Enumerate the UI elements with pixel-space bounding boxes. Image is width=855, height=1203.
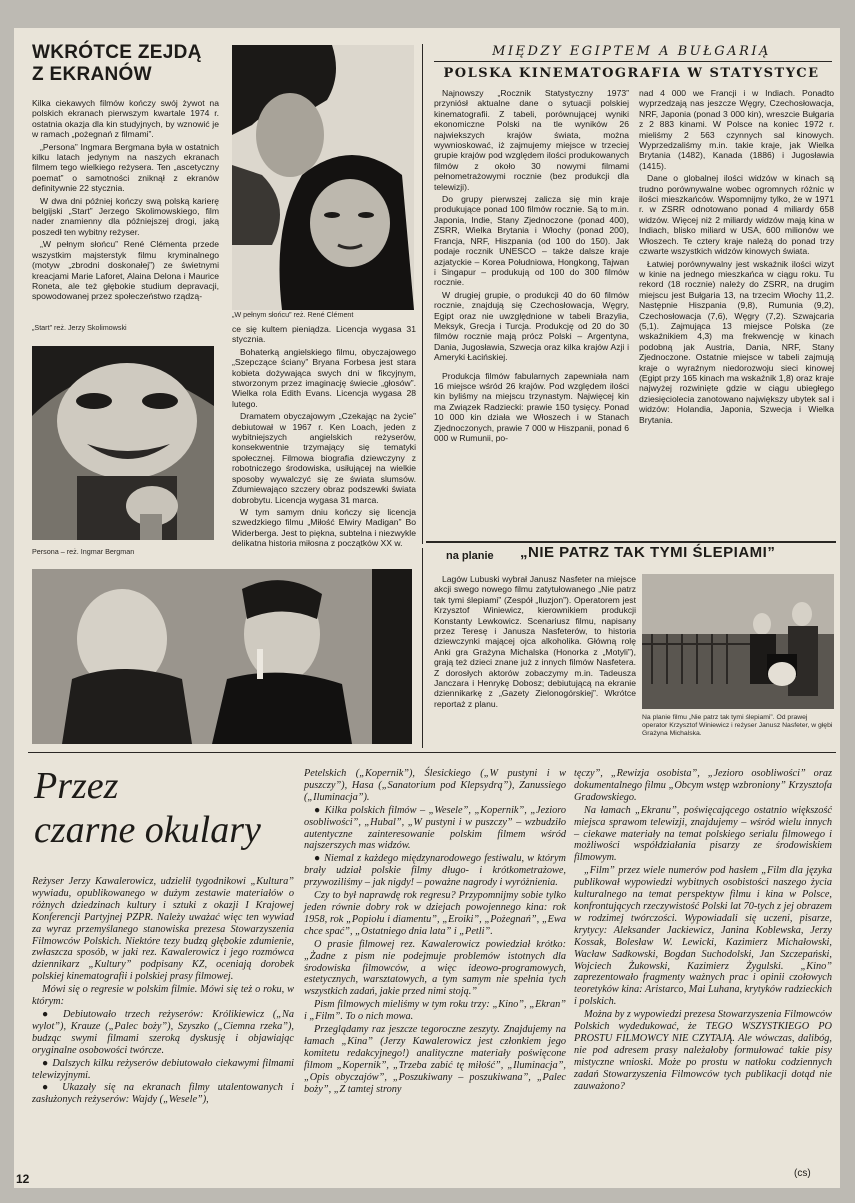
section-rule (426, 541, 836, 543)
column-rule (422, 548, 423, 748)
article4-para: Mówi się o regresie w polskim filmie. Mówi się też o roku, w którym: (32, 984, 294, 1008)
article2-para: nad 4 000 we Francji i w Indiach. Ponadto wyprzedzają nas jeszcze Węgry, Czechosłowacja, NRF, Japonia (ponad 3 000 kin), wreszcie Bułgaria z 2 883 kinami. W Polsce na koniec 1972 r. mieliśmy 2 563 czynnych sal kinowych. Wyprzedzaliśmy m.in. takie kraje, jak Wielka Brytania (1482), Kanada (1886) i Jugosławia (1415). (639, 88, 834, 171)
article1-text-col2 (232, 324, 416, 549)
couple-portrait-image (232, 45, 414, 310)
photo-film-set (642, 574, 834, 709)
caption-start: „Start” reż. Jerzy Skolimowski (32, 323, 127, 332)
article1-title: WKRÓTCE ZEJDĄ Z EKRANÓW (32, 42, 202, 85)
article4-para: „Film” przez wiele numerów pod hasłem „Film dla języka publikował wypowiedzi wybitnych osobistości naszego życia kulturalnego na temat perspektyw filmu i kina w Polsce, konfrontujących rzeczywistość Polski lat 70-tych z jej obrazem w rodzimej twórczości. Wypowiadali się uczeni, pisarze, krytycy: Aleksander Jackiewicz, Janina Koblewska, Jerzy Kossak, Bolesław W. Lewicki, Kazimierz Michałowski, Wacław Sadkowski, Bogdan Suchodolski, Jan Szczepański, Wojciech Żukowski, Kazimierz Żygulski. „Kino” zaprezentowało fragmenty ważnych prac i opinii czołowych teoretyków kina: Aristarco, Mai Luhana, krytyków radzieckich i polskich. (574, 865, 832, 1008)
article4-para: Reżyser Jerzy Kawalerowicz, udzielił tygodnikowi „Kultura” wywiadu, opublikowanego w dużym zestawie materiałów o różnych dziedzinach kultury i sztuki z okazji I Krajowej Konferencji Partyjnej PZPR. Należy uważać więc ten wywiad za wyraz przemyślanego stanowiska prezesa Stowarzyszenia Filmowców Polskich. Niektóre tezy budzą głębokie zdumienie, zwłaszcza sposób, w jaki rez. Kawalerowicz i jego rozmówca dziennikarz „Kultury” podpisany KZ, oceniają dorobek polskiej kinematografii i polskiej prasy filmowej. (32, 876, 294, 983)
article4-para: ● Kilka polskich filmów – „Wesele”, „Kopernik”, „Jezioro osobliwości”, „Hubal”, „W pustyni i w puszczy” – wzbudziło autentyczne zainteresowanie polskim filmem wśród najszerszych mas widzów. (304, 804, 566, 852)
magazine-page (14, 28, 840, 1188)
article4-para: Pism filmowych mieliśmy w tym roku trzy: „Kino”, „Ekran” i „Film”. To o nich mowa. (304, 999, 566, 1023)
article1-para: ce się kultem pieniądza. Licencja wygasa 31 stycznia. (232, 324, 416, 345)
article4-title-line2: czarne okulary (34, 809, 261, 851)
caption-sun: „W pełnym słońcu” reż. René Clément (232, 310, 354, 319)
article4-para: Można by z wypowiedzi prezesa Stowarzyszenia Filmowców Polskich wydedukować, że TEGO WSZYSTKIEGO PO PROSTU FILMOWCY NIE CZYTAJĄ. Ale wówczas, dalibóg, nie pod adresem prasy należałoby formułować takie pisy mistyczne wnioski. Może po prostu w natłoku codziennych zadań Stowarzyszenia Filmowców tych publikacji dotąd nie zauważono? (574, 1009, 832, 1092)
article2-para: Najnowszy „Rocznik Statystyczny 1973” przyniósł aktualne dane o sytuacji polskiej kinematografii. Z tabeli, porównującej wyniki ekonomiczne Polski na tle wyników 26 najwiekszych krajów świata, można wywnioskować, iż zajmujemy miejsce w trzeciej grupie krajów pod względem ilości produkowanych filmów z około 30 nowymi filmami pełnometrażowymi rocznie (bez produkcji dla telewizji). (434, 88, 629, 192)
article2-text-col1 (434, 88, 629, 534)
page-number: 12 (16, 1172, 30, 1186)
article1-text-col1 (32, 98, 219, 322)
photo-persona-film (32, 569, 412, 744)
article4-para: Czy to był naprawdę rok regresu? Przypomnijmy sobie tylko jeden równie dobry rok w dziejach powojennego kina: rok 1958, rok „Popiołu i diamentu”, „Eroiki”, „Pożegnań”, „Ewa chce spać”, „Ostatniego dnia lata” i „Petli”. (304, 890, 566, 937)
article1-para: W tym samym dniu kończy się licencja szwedzkiego filmu „Miłość Elwiry Madigan” Bo Widerberga. Jest to piękna, subtelna i niezwykle delikatna historia miłosna z początków XX w. (232, 506, 416, 549)
article4-para: ● Dalszych kilku reżyserów debiutowało ciekawymi filmami telewizyjnymi. (32, 1057, 294, 1081)
woman-smile-image (32, 346, 214, 540)
photo-start-film (32, 346, 214, 540)
article4-para: Przeglądamy raz jeszcze tegoroczne zeszyty. Znajdujemy na łamach „Kina” (Jerzy Kawalerowicz jest członkiem jego komitetu redakcyjnego!) analityczne materiały poświęcone filmom „Kopernik”, „Trzeba zabić tę miłość”, „Iluminacja”, „Opis obyczajów”, „Poszukiwany – poszukiwana”, „Palec boży”, „Z tamtej strony (304, 1024, 566, 1095)
article4-para: tęczy”, „Rewizja osobista”, „Jezioro osobliwości” oraz dokumentalnego filmu „Obcym wstęp wzbroniony” Krzysztofa Gradowskiego. (574, 768, 832, 803)
article2-text-col2 (639, 88, 834, 534)
article4-para: Petelskich („Kopernik”), Ślesickiego („W pustyni i w puszczy”), Hasa („Sanatorium pod Klepsydrą”), Zanussiego („Iluminacja”). (304, 768, 566, 803)
article2-kicker: MIĘDZY EGIPTEM A BUŁGARIĄ (492, 44, 771, 59)
article2-title: POLSKA KINEMATOGRAFIA W STATYSTYCE (443, 66, 820, 81)
caption-persona: Persona – reż. Ingmar Bergman (32, 547, 135, 556)
article4-signature: (cs) (794, 1168, 811, 1179)
article1-para: „W pełnym słońcu” René Clémenta przede wszystkim majsterstyk filmu kryminalnego (motyw „zbrodni doskonałej”) ze świetnymi kreacjami Marie Laforet, Alaina Delona i Maurice Roneta, ale też głębokie studium depravacji, spowodowanej przez społeczeństwo rządzą- (32, 239, 219, 302)
two-women-image (32, 569, 412, 744)
article4-para: ● Niemal z każdego międzynarodowego festiwalu, w którym brały udział polskie filmy długo- i krótkometrażowe, przywoziliśmy – jak nigdy! – poważne nagrody i wyróżnienia. (304, 853, 566, 889)
article4-text-col1 (32, 876, 294, 1176)
article4-para: O prasie filmowej rez. Kawalerowicz powiedział krótko: „Żadne z pism nie podejmuje problemów istotnych dla środowiska filmowców, a więc ideowo-programowych, estetycznych, warsztatowych, a tym samym nie spełnia tych wszystkich zadań, jakie przed nimi stoją.” (304, 938, 566, 998)
film-set-image (642, 574, 834, 709)
article3-title: „NIE PATRZ TAK TYMI ŚLEPIAMI” (520, 544, 776, 561)
article4-text-col3 (574, 768, 832, 1168)
article1-para: Dramatem obyczajowym „Czekając na życie” debiutował w 1967 r. Ken Loach, jeden z wybitniejszych angielskich reżyserów, konsekwentnie trzymający się tematyki społecznej. Filmowa biografia dziewczyny z robotniczego środowiska, usiłującej na wielkie sposoby wywalczyć się ze świata slumsów. Zdumiewająco szczery obraz podszewki świata dobrobytu. Licencja wygasa 31 marca. (232, 411, 416, 505)
section-rule (28, 752, 836, 753)
article4-para: ● Ukazały się na ekranach filmy utalentowanych i zasłużonych reżyserów: Wajdy („Wesele”), (32, 1082, 294, 1106)
article2-para: Dane o globalnej ilości widzów w kinach są trudno porównywalne wobec ogromnych różnic w ilości mieszkańców. Wspomnijmy tylko, że w 1971 r. w ZSRR odnotowano ponad 4 miliardy 658 widzów. Więcej niż 2 miliardy widzów mają kina w Indiach, blisko miliard w USA, 600 milionów we Włoszech. Te cztery kraje należą do ponad trzy czwarte wszystkich widzów kinowych świata. (639, 173, 834, 257)
article1-para: „Persona” Ingmara Bergmana była w ostatnich kilku latach jedynym na naszych ekranach filmem tego wielkiego reżysera. Ten „ascetyczny poemat” o samotności zniknął z ekranów definitywnie 22 stycznia. (32, 141, 219, 194)
article4-text-col2 (304, 768, 566, 1178)
title-rule (434, 61, 832, 62)
article3-text (434, 574, 636, 749)
article1-para: W dwa dni później kończy swą polską karierę belgijski „Start” Jerzego Skolimowskiego, film nader znamienny dla późniejszej drogi, jaką poszedł ten wybitny reżyser. (32, 195, 219, 237)
article3-body: Lagów Lubuski wybrał Janusz Nasfeter na miejsce akcji swego nowego filmu zatytułowanego „Nie patrz tak tymi ślepiami” (Zespół „Iluzjon”). Operatorem jest Krzysztof Winiewicz, kierownikiem produkcji Konstanty Lewkowicz. Scenariusz filmu, napisany przez Teresę i Janusza Nasfeterów, to historia dziewczynki mającej ojca alkoholika. Główną rolę Anki gra Grażyna Michalska (Honorka z „Motyli”), grają też dzieci znane już z innych filmów Nasfetera. Z dorosłych aktorów zobaczymy m.in. Tadeusza Janczara i Henrykę Dobosz; debiutującą na ekranie dziennikarkę z „Gazety Zielonogórskiej”. Wkrótce reportaż z planu. (434, 574, 636, 709)
article2-para: Produkcja filmów fabularnych zapewniała nam 16 miejsce wśród 26 krajów. Pod względem ilości kin byliśmy na miejscu trzynastym. Najwięcej kin ma Związek Radziecki: prawie 150 tysięcy. Ponad 10 000 kin działa we Włoszech i w Stanach Zjednoczonych, prawie 7 000 w Hiszpanii, ponad 6 000 w Rumunii, po- (434, 370, 629, 443)
article3-kicker: na planie (446, 550, 494, 562)
photo-sun-film (232, 45, 414, 310)
article4-title-line1: Przez (34, 765, 119, 807)
article4-para: Na łamach „Ekranu”, poświęcającego ostatnio większość miejsca sprawom telewizji, znajdujemy – wśród wielu innych – ciekawe materiały na temat polskiego serialu filmowego i możliwości współdziałania pisarzy ze środowiskiem filmowym. (574, 804, 832, 864)
column-rule (422, 44, 423, 544)
caption-film-set: Na planie filmu „Nie patrz tak tymi ślepiami”. Od prawej operator Krzysztof Winiewicz i reżyser Janusz Nasfeter, w głębi Grażyna Michalska. (642, 714, 833, 737)
article2-para: W drugiej grupie, o produkcji 40 do 60 filmów rocznie, znajdują się Czechosłowacja, Węgry, Egipt oraz nie uwzględnione w tabeli Brazylia, Meksyk, Grecja i Turcja. Produkcję od 20 do 30 filmów rocznie mają prócz Polski – Argentyna, Dania, Jugosławia, Szwecja oraz kilka krajów Azji i Ameryki Łacińskiej. (434, 289, 629, 363)
article4-para: ● Debiutowało trzech reżyserów: Królikiewicz („Na wylot”), Krauze („Palec boży”), Szyszko („Ciemna rzeka”), budząc swymi filmami szeroką dyskusję i objawiając oryginalne osobowości twórcze. (32, 1008, 294, 1056)
article1-para: Bohaterką angielskiego filmu, obyczajowego „Szepczące ściany” Bryana Forbesa jest stara kobieta dożywająca swych dni w fikcyjnym, stworzonym przez imaginację świecie „głosów”. Wielka rola Edith Evans. Licencja wygasa 28 lutego. (232, 346, 416, 409)
article2-para: Łatwiej porównywalny jest wskaźnik ilości wizyt w kinie na jednego mieszkańca w ciągu roku. Tu rekord (18 rocznie) należy do ZSRR, na drugim miejscu jest Bułgaria 13, na trzecim Włochy 11,2. Następnie Hiszpania (9,8), Rumunia (9,2), Czechosłowacja (7,6), Węgry (7,2). Szwajcaria (5,1). Zajmująca 13 miejsce Polska (ze wskaźnikiem 4,3) ma frekwencję w kinach podobną jak Austria, Dania, NRF, Stany Zjednoczone. Ostatnie miejsce w tabeli zajmują kraje o wyraźnym niedorozwoju sieci kinowej (Egipt przy 165 kinach ma wskaźnik 1,8) oraz kraje najwyżej rozwinięte gdzie w ciągu ubiegłego dziesięciolecia zanotowano największy ubytek sal i widzów: Holandia, Japonia, Szwecja i Wielka Brytania. (639, 258, 834, 425)
article2-para: Do grupy pierwszej zalicza się min kraje produkujące ponad 100 filmów rocznie. Są to m.in. Japonia, Indie, Stany Zjednoczone (ponad 400), ZSRR, Wielka Brytania i Włochy (ponad 200), Francja, NRF, Hiszpania (od 100 do 150). Jak podaje rocznik UNESCO – także dalsze kraje azjatyckie – Korea Południowa, Hongkong, Tajwan i Singapur – produkują od 100 do 300 filmów rocznie. (434, 194, 629, 288)
article1-para: Kilka ciekawych filmów kończy swój żywot na polskich ekranach pierwszym kwartale 1974 r. ostatnia okazja dla kin studyjnych, by wznowić je w ramach „pożegnań z filmami”. (32, 98, 219, 140)
